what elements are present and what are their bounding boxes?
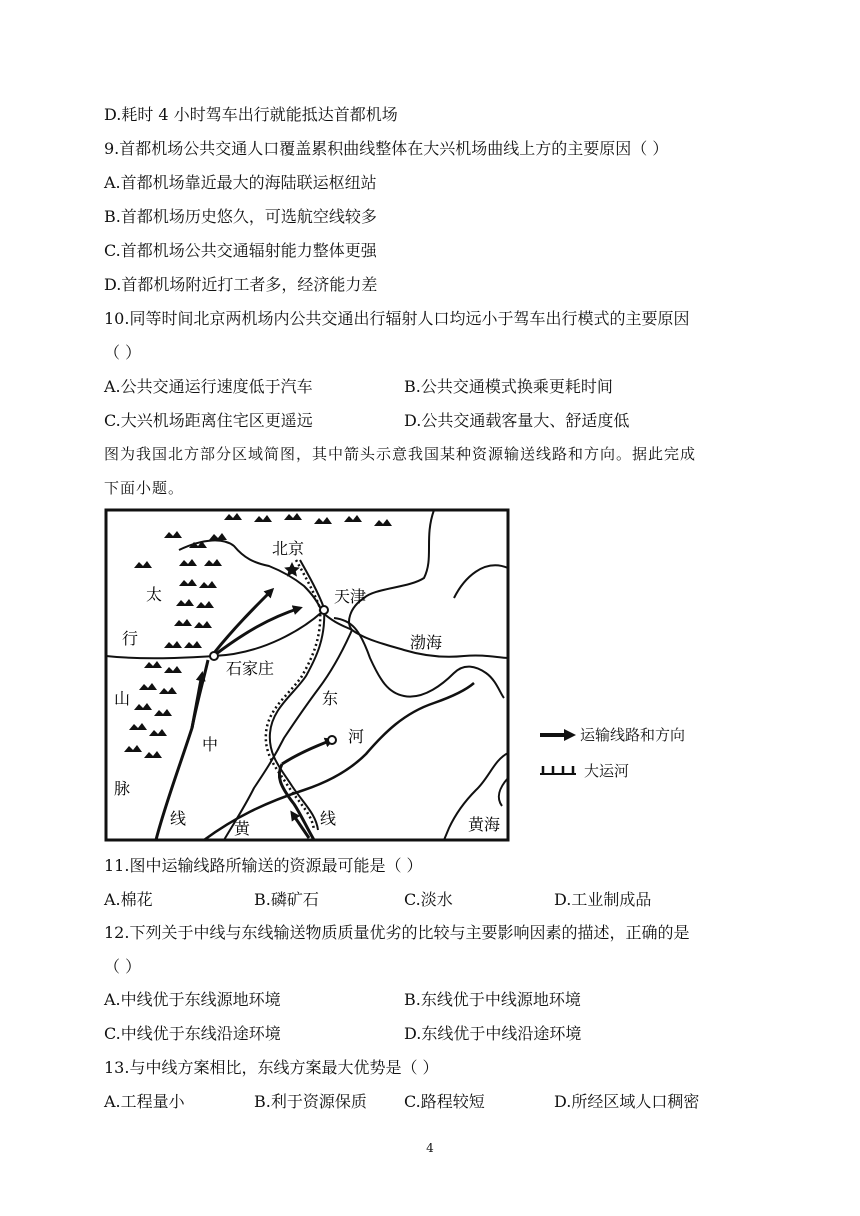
q11-option-c: C.淡水 xyxy=(404,890,453,909)
q11-stem: 11.图中运输线路所输送的资源最可能是（ ） xyxy=(104,856,423,875)
label-tianjin: 天津 xyxy=(334,587,367,606)
shijiazhuang-dot xyxy=(210,652,218,660)
q9-option-a: A.首都机场靠近最大的海陆联运枢纽站 xyxy=(104,173,377,192)
legend-arrow-icon xyxy=(540,728,576,742)
label-xian-left: 线 xyxy=(170,809,187,828)
label-mai: 脉 xyxy=(114,779,131,798)
q13-stem: 13.与中线方案相比，东线方案最大优势是（ ） xyxy=(104,1058,439,1077)
q10-option-a: A.公共交通运行速度低于汽车 xyxy=(104,377,313,396)
q13-option-b: B.利于资源保质 xyxy=(254,1092,367,1111)
label-beijing: 北京 xyxy=(272,539,305,558)
jinan-dot xyxy=(328,736,336,744)
q10-option-c: C.大兴机场距离住宅区更遥远 xyxy=(104,411,313,430)
q12-option-d: D.东线优于中线沿途环境 xyxy=(404,1024,582,1043)
q12-option-c: C.中线优于东线沿途环境 xyxy=(104,1024,281,1043)
legend-transport-label: 运输线路和方向 xyxy=(580,726,686,744)
page-number: 4 xyxy=(426,1141,434,1155)
q9-option-b: B.首都机场历史悠久，可选航空线较多 xyxy=(104,207,377,226)
q10-option-d: D.公共交通载客量大、舒适度低 xyxy=(404,411,630,430)
q11-option-a: A.棉花 xyxy=(104,890,153,909)
q13-option-c: C.路程较短 xyxy=(404,1092,485,1111)
legend-canal-label: 大运河 xyxy=(584,762,630,780)
legend-canal-icon xyxy=(540,764,576,776)
label-dong: 东 xyxy=(322,689,339,708)
label-xian-right: 线 xyxy=(320,809,337,828)
q9-option-c: C.首都机场公共交通辐射能力整体更强 xyxy=(104,241,377,260)
q12-stem: 12.下列关于中线与东线输送物质质量优劣的比较与主要影响因素的描述，正确的是 xyxy=(104,923,690,942)
intro-line-2: 下面小题。 xyxy=(104,479,185,497)
q10-stem: 10.同等时间北京两机场内公共交通出行辐射人口均远小于驾车出行模式的主要原因 xyxy=(104,309,690,328)
q9-option-d: D.首都机场附近打工者多，经济能力差 xyxy=(104,275,378,294)
q13-option-a: A.工程量小 xyxy=(104,1092,185,1111)
q11-option-d: D.工业制成品 xyxy=(554,890,652,909)
label-zhong: 中 xyxy=(202,735,219,754)
tianjin-dot xyxy=(320,606,328,614)
label-tai: 太 xyxy=(146,585,163,604)
label-huang: 黄 xyxy=(234,819,251,838)
q10-option-b: B.公共交通模式换乘更耗时间 xyxy=(404,377,613,396)
q10-stem-bracket: （ ） xyxy=(104,343,142,362)
q12-option-a: A.中线优于东线源地环境 xyxy=(104,990,281,1009)
label-he: 河 xyxy=(348,727,365,746)
label-huanghai: 黄海 xyxy=(468,815,501,834)
q8-option-d: D.耗时 4 小时驾车出行就能抵达首都机场 xyxy=(104,105,398,124)
q12-stem-bracket: （ ） xyxy=(104,957,142,976)
north-china-map xyxy=(104,508,510,842)
q13-option-d: D.所经区域人口稠密 xyxy=(554,1092,700,1111)
q11-option-b: B.磷矿石 xyxy=(254,890,319,909)
q12-option-b: B.东线优于中线源地环境 xyxy=(404,990,581,1009)
label-bohai: 渤海 xyxy=(410,633,443,652)
q9-stem: 9.首都机场公共交通人口覆盖累积曲线整体在大兴机场曲线上方的主要原因（ ） xyxy=(104,139,669,158)
label-shan: 山 xyxy=(114,689,131,708)
intro-line-1: 图为我国北方部分区域简图，其中箭头示意我国某种资源输送线路和方向。据此完成 xyxy=(104,445,697,463)
label-shijiazhuang: 石家庄 xyxy=(226,659,275,678)
label-hang: 行 xyxy=(122,629,139,648)
